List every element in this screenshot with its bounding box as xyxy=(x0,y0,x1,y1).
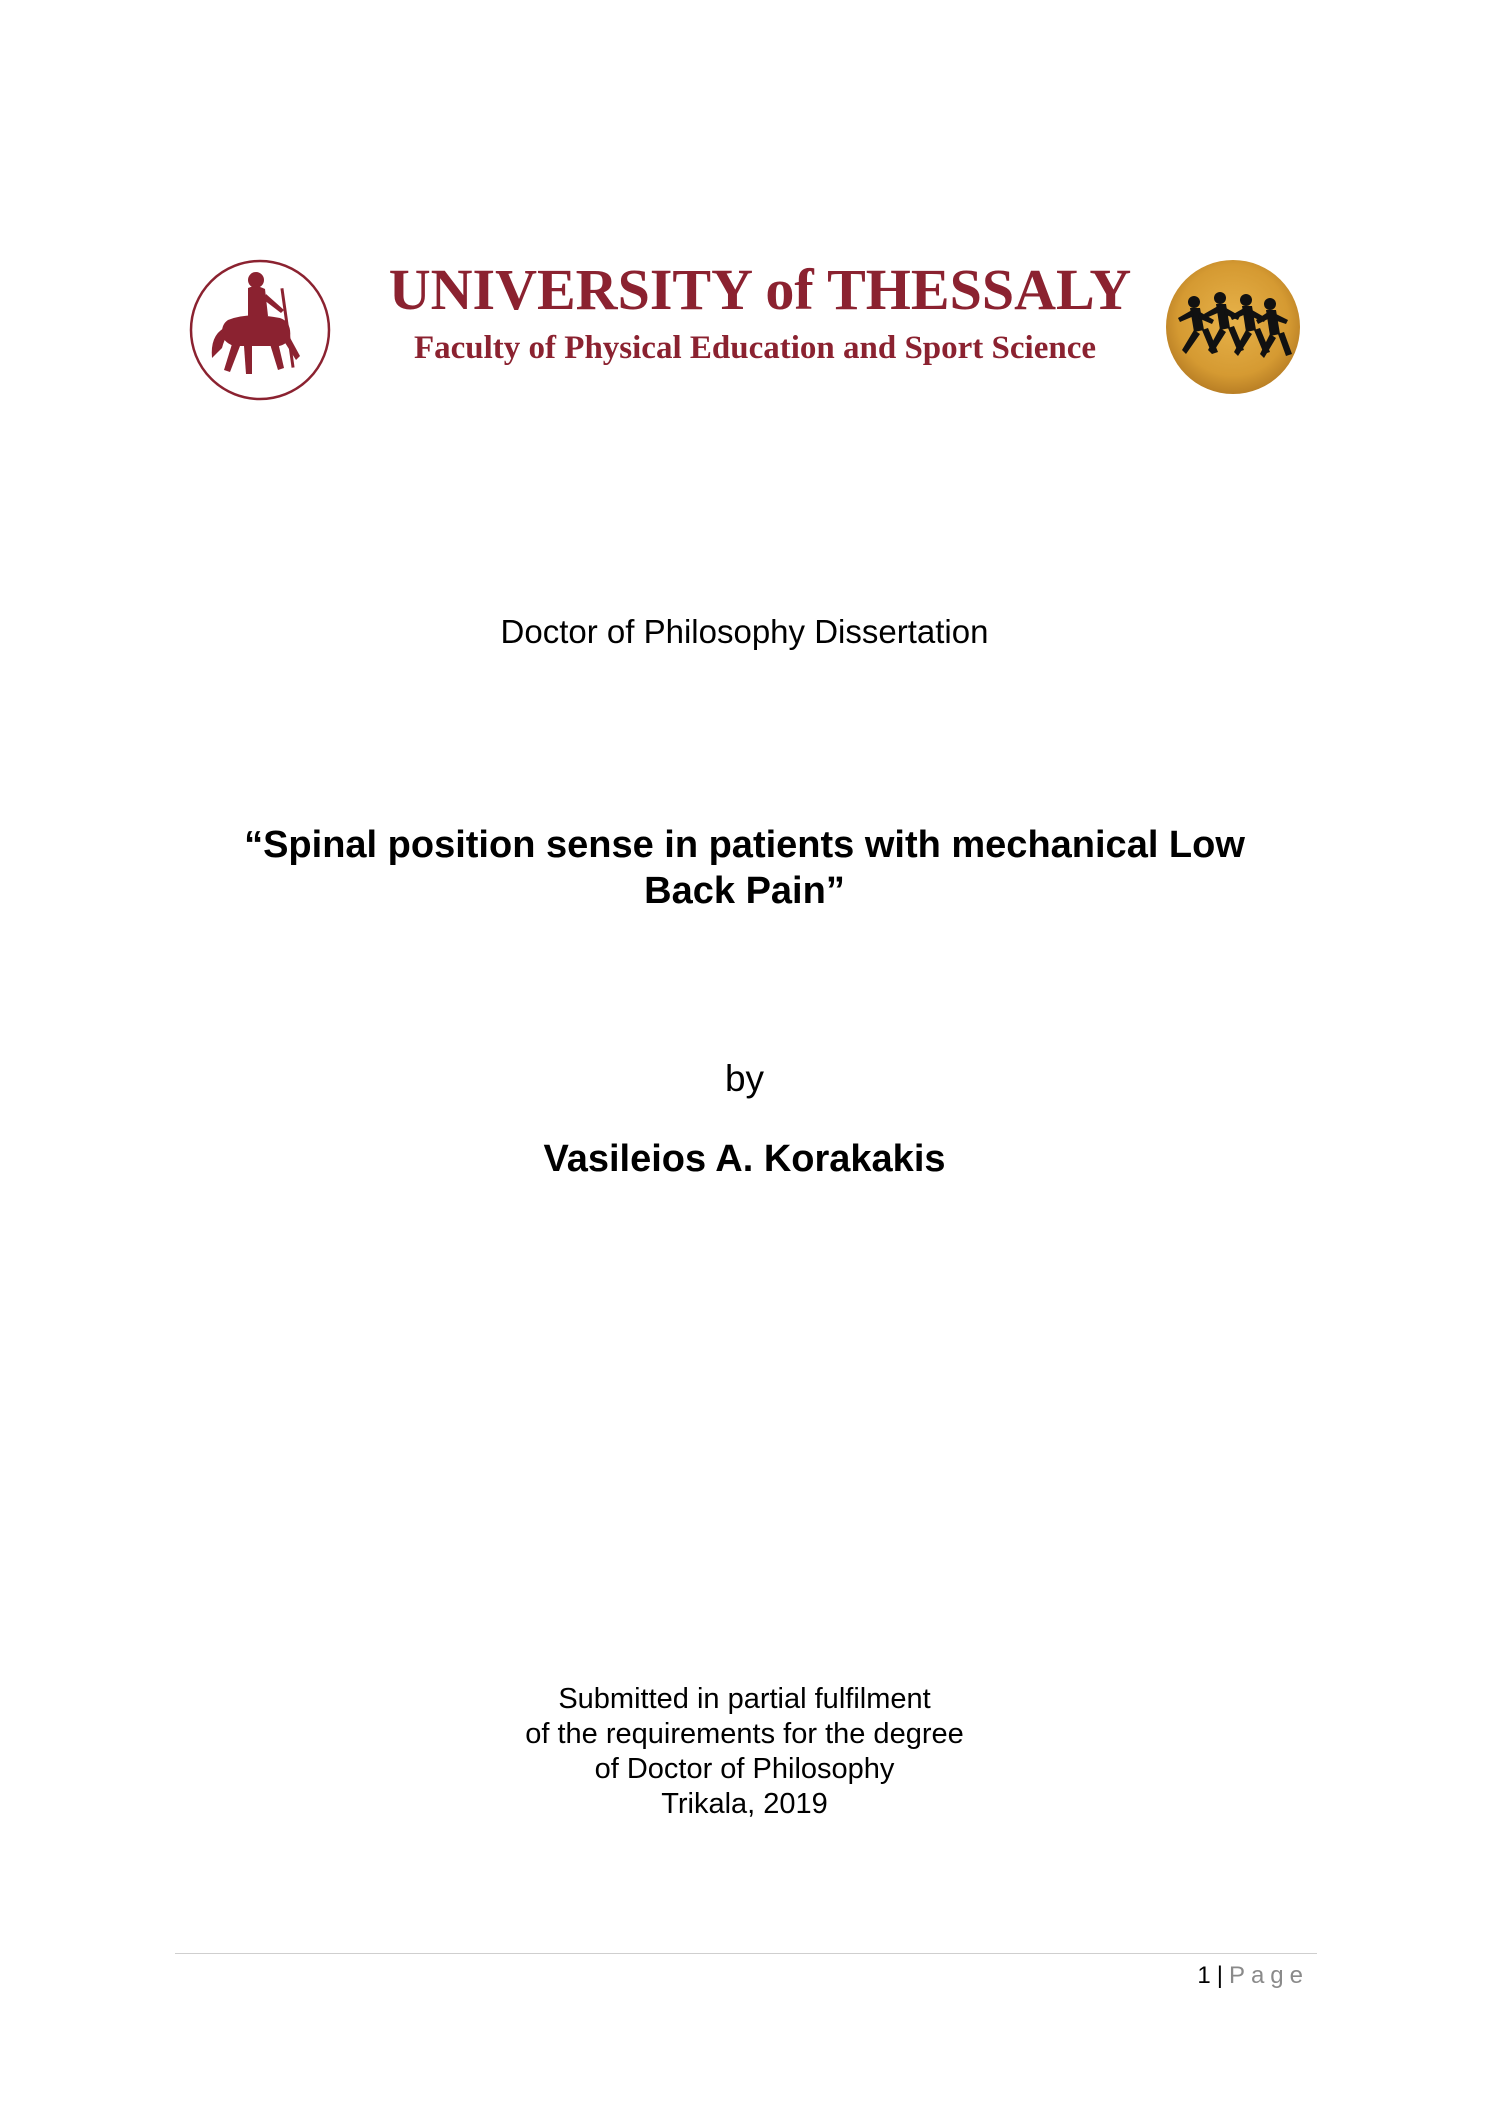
page-separator: | xyxy=(1216,1962,1223,1989)
page-footer xyxy=(1197,1960,1309,1992)
submission-place-date: Trikala, 2019 xyxy=(661,1788,828,1820)
document-type: Doctor of Philosophy Dissertation xyxy=(500,613,989,650)
page-label: Page xyxy=(1228,1962,1309,1989)
centaur-emblem-icon xyxy=(188,258,332,402)
page-number: 1 xyxy=(1197,1962,1211,1989)
submission-line: Submitted in partial fulfilment xyxy=(558,1683,931,1715)
running-athletes-emblem-icon xyxy=(1164,258,1302,396)
faculty-name: Faculty of Physical Education and Sport Science xyxy=(413,330,1097,366)
submission-line: of Doctor of Philosophy xyxy=(594,1753,895,1785)
submission-line: of the requirements for the degree xyxy=(525,1718,964,1750)
university-header xyxy=(180,250,1310,410)
author-name: Vasileios A. Korakakis xyxy=(543,1138,946,1180)
by-label: by xyxy=(724,1058,765,1099)
submission-statement xyxy=(0,1682,1489,1822)
university-name: UNIVERSITY of THESSALY xyxy=(388,257,1132,322)
footer-divider xyxy=(175,1953,1317,1954)
thesis-title: “Spinal position sense in patients with mechanical Low Back Pain” xyxy=(244,824,1245,912)
